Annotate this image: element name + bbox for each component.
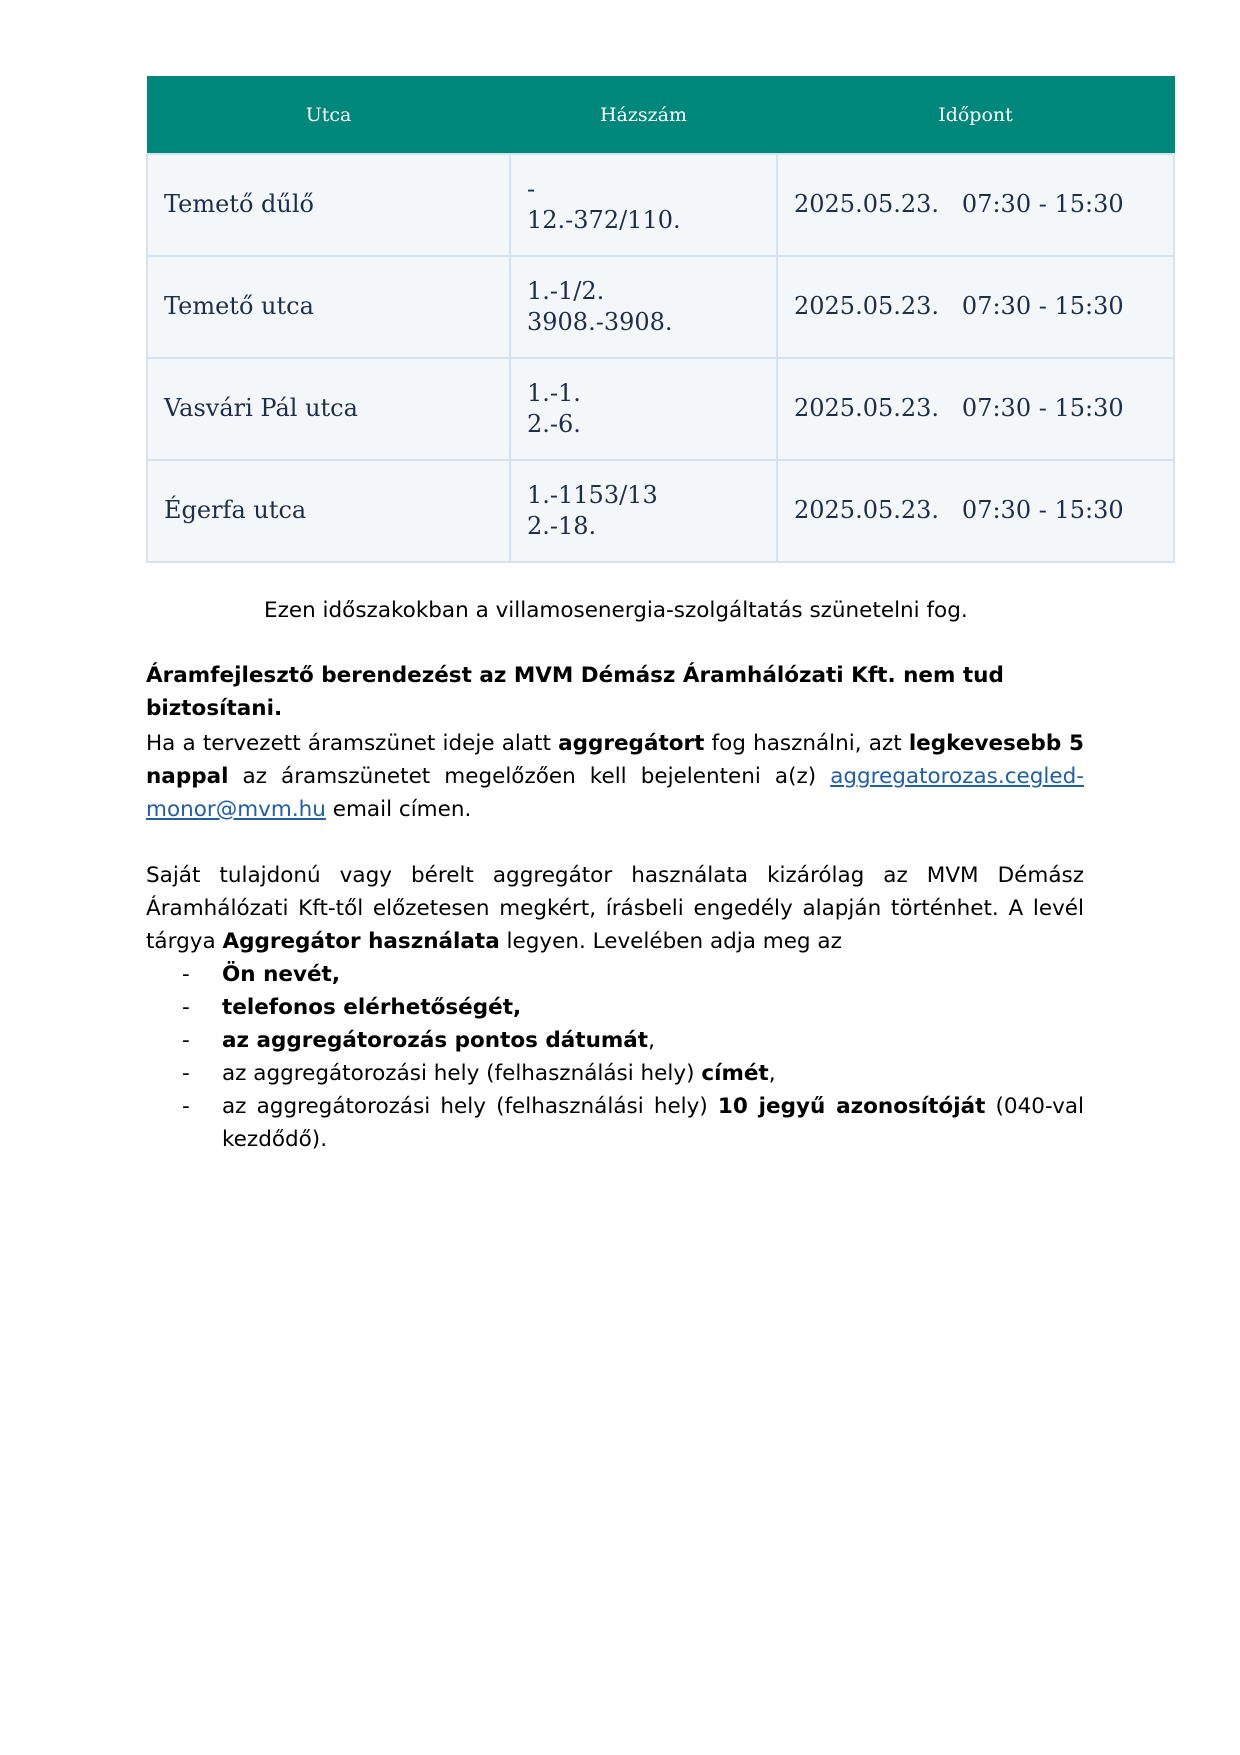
- text-fragment: Ha a tervezett áramszünet ideje alatt: [146, 731, 559, 756]
- outage-schedule-table: [146, 76, 1175, 563]
- bold-fragment: Ön nevét,: [222, 962, 340, 987]
- text-fragment: legyen. Levelében adja meg az: [499, 929, 842, 954]
- list-item: [146, 1057, 1084, 1090]
- own-generator-intro: [146, 859, 1084, 958]
- table-header-row: [147, 77, 1174, 155]
- list-item: [146, 1090, 1084, 1156]
- time-cell: 2025.05.23. 07:30 - 15:30: [777, 154, 1174, 256]
- bold-fragment: legkevesebb 5 nappal: [146, 731, 1084, 789]
- bold-fragment: telefonos elérhetőségét,: [222, 995, 522, 1020]
- time-cell: 2025.05.23. 07:30 - 15:30: [777, 358, 1174, 460]
- list-dash: -: [182, 995, 190, 1020]
- street-cell: Temető utca: [147, 256, 510, 358]
- list-dash: -: [182, 1094, 190, 1119]
- list-item: [146, 1024, 1084, 1057]
- table-row: [147, 154, 1174, 256]
- text-fragment: az aggregátorozási hely (felhasználási hely): [222, 1094, 718, 1119]
- house-range: 1.-1/2.: [527, 276, 605, 305]
- own-generator-paragraph: [146, 859, 1084, 1156]
- house-number-cell: [510, 358, 777, 460]
- table-row: [147, 460, 1174, 562]
- house-number-cell: [510, 154, 777, 256]
- list-dash: -: [182, 962, 190, 987]
- bold-fragment: címét: [701, 1061, 769, 1086]
- header-time: Időpont: [777, 77, 1174, 155]
- bold-fragment: 10 jegyű azonosítóját: [717, 1094, 986, 1119]
- text-fragment: (040-val kezdődő).: [222, 1094, 1084, 1152]
- email-link[interactable]: aggregatorozas.cegled-monor@mvm.hu: [146, 764, 1084, 822]
- text-fragment: fog használni, azt: [704, 731, 909, 756]
- table-row: [147, 358, 1174, 460]
- text-fragment: ,: [768, 1061, 776, 1086]
- text-fragment: az áramszünetet megelőzően kell bejelenteni a(z): [228, 764, 831, 789]
- list-item: [146, 958, 1084, 991]
- house-range: -: [527, 174, 536, 203]
- generator-notice-paragraph: [146, 727, 1084, 826]
- list-dash: -: [182, 1028, 190, 1053]
- house-number-cell: [510, 460, 777, 562]
- generator-warning: Áramfejlesztő berendezést az MVM Démász Áramhálózati Kft. nem tud biztosítani.: [146, 663, 1004, 721]
- text-fragment: ,: [648, 1028, 655, 1053]
- house-range: 1.-1.: [527, 378, 581, 407]
- street-cell: Temető dűlő: [147, 154, 510, 256]
- bold-fragment: az aggregátorozás pontos dátumát: [222, 1028, 649, 1053]
- list-item: [146, 991, 1084, 1024]
- time-cell: 2025.05.23. 07:30 - 15:30: [777, 460, 1174, 562]
- bold-fragment: Aggregátor használata: [222, 929, 500, 954]
- street-cell: Vasvári Pál utca: [147, 358, 510, 460]
- bold-fragment: aggregátort: [558, 731, 705, 756]
- house-range: 12.-372/110.: [527, 206, 681, 234]
- text-fragment: email címen.: [325, 797, 472, 822]
- header-house-number: Házszám: [510, 77, 777, 155]
- text-fragment: az aggregátorozási hely (felhasználási hely): [222, 1061, 702, 1086]
- required-info-list: [146, 958, 1084, 1156]
- house-number-cell: [510, 256, 777, 358]
- time-cell: 2025.05.23. 07:30 - 15:30: [777, 256, 1174, 358]
- house-range: 1.-1153/13: [527, 480, 658, 509]
- text-fragment: Saját tulajdonú vagy bérelt aggregátor használata kizárólag az MVM Démász Áramhálózati Kft-től előzetesen megkért, írásbeli engedély alapján történhet. A levél tárgya: [146, 863, 1084, 954]
- outage-note: Ezen időszakokban a villamosenergia-szolgáltatás szünetelni fog.: [264, 598, 968, 623]
- house-range: 2.-18.: [527, 512, 597, 540]
- street-cell: Égerfa utca: [147, 460, 510, 562]
- list-dash: -: [182, 1061, 190, 1086]
- table-row: [147, 256, 1174, 358]
- house-range: 3908.-3908.: [527, 308, 673, 336]
- house-range: 2.-6.: [527, 410, 581, 438]
- header-street: Utca: [147, 77, 510, 155]
